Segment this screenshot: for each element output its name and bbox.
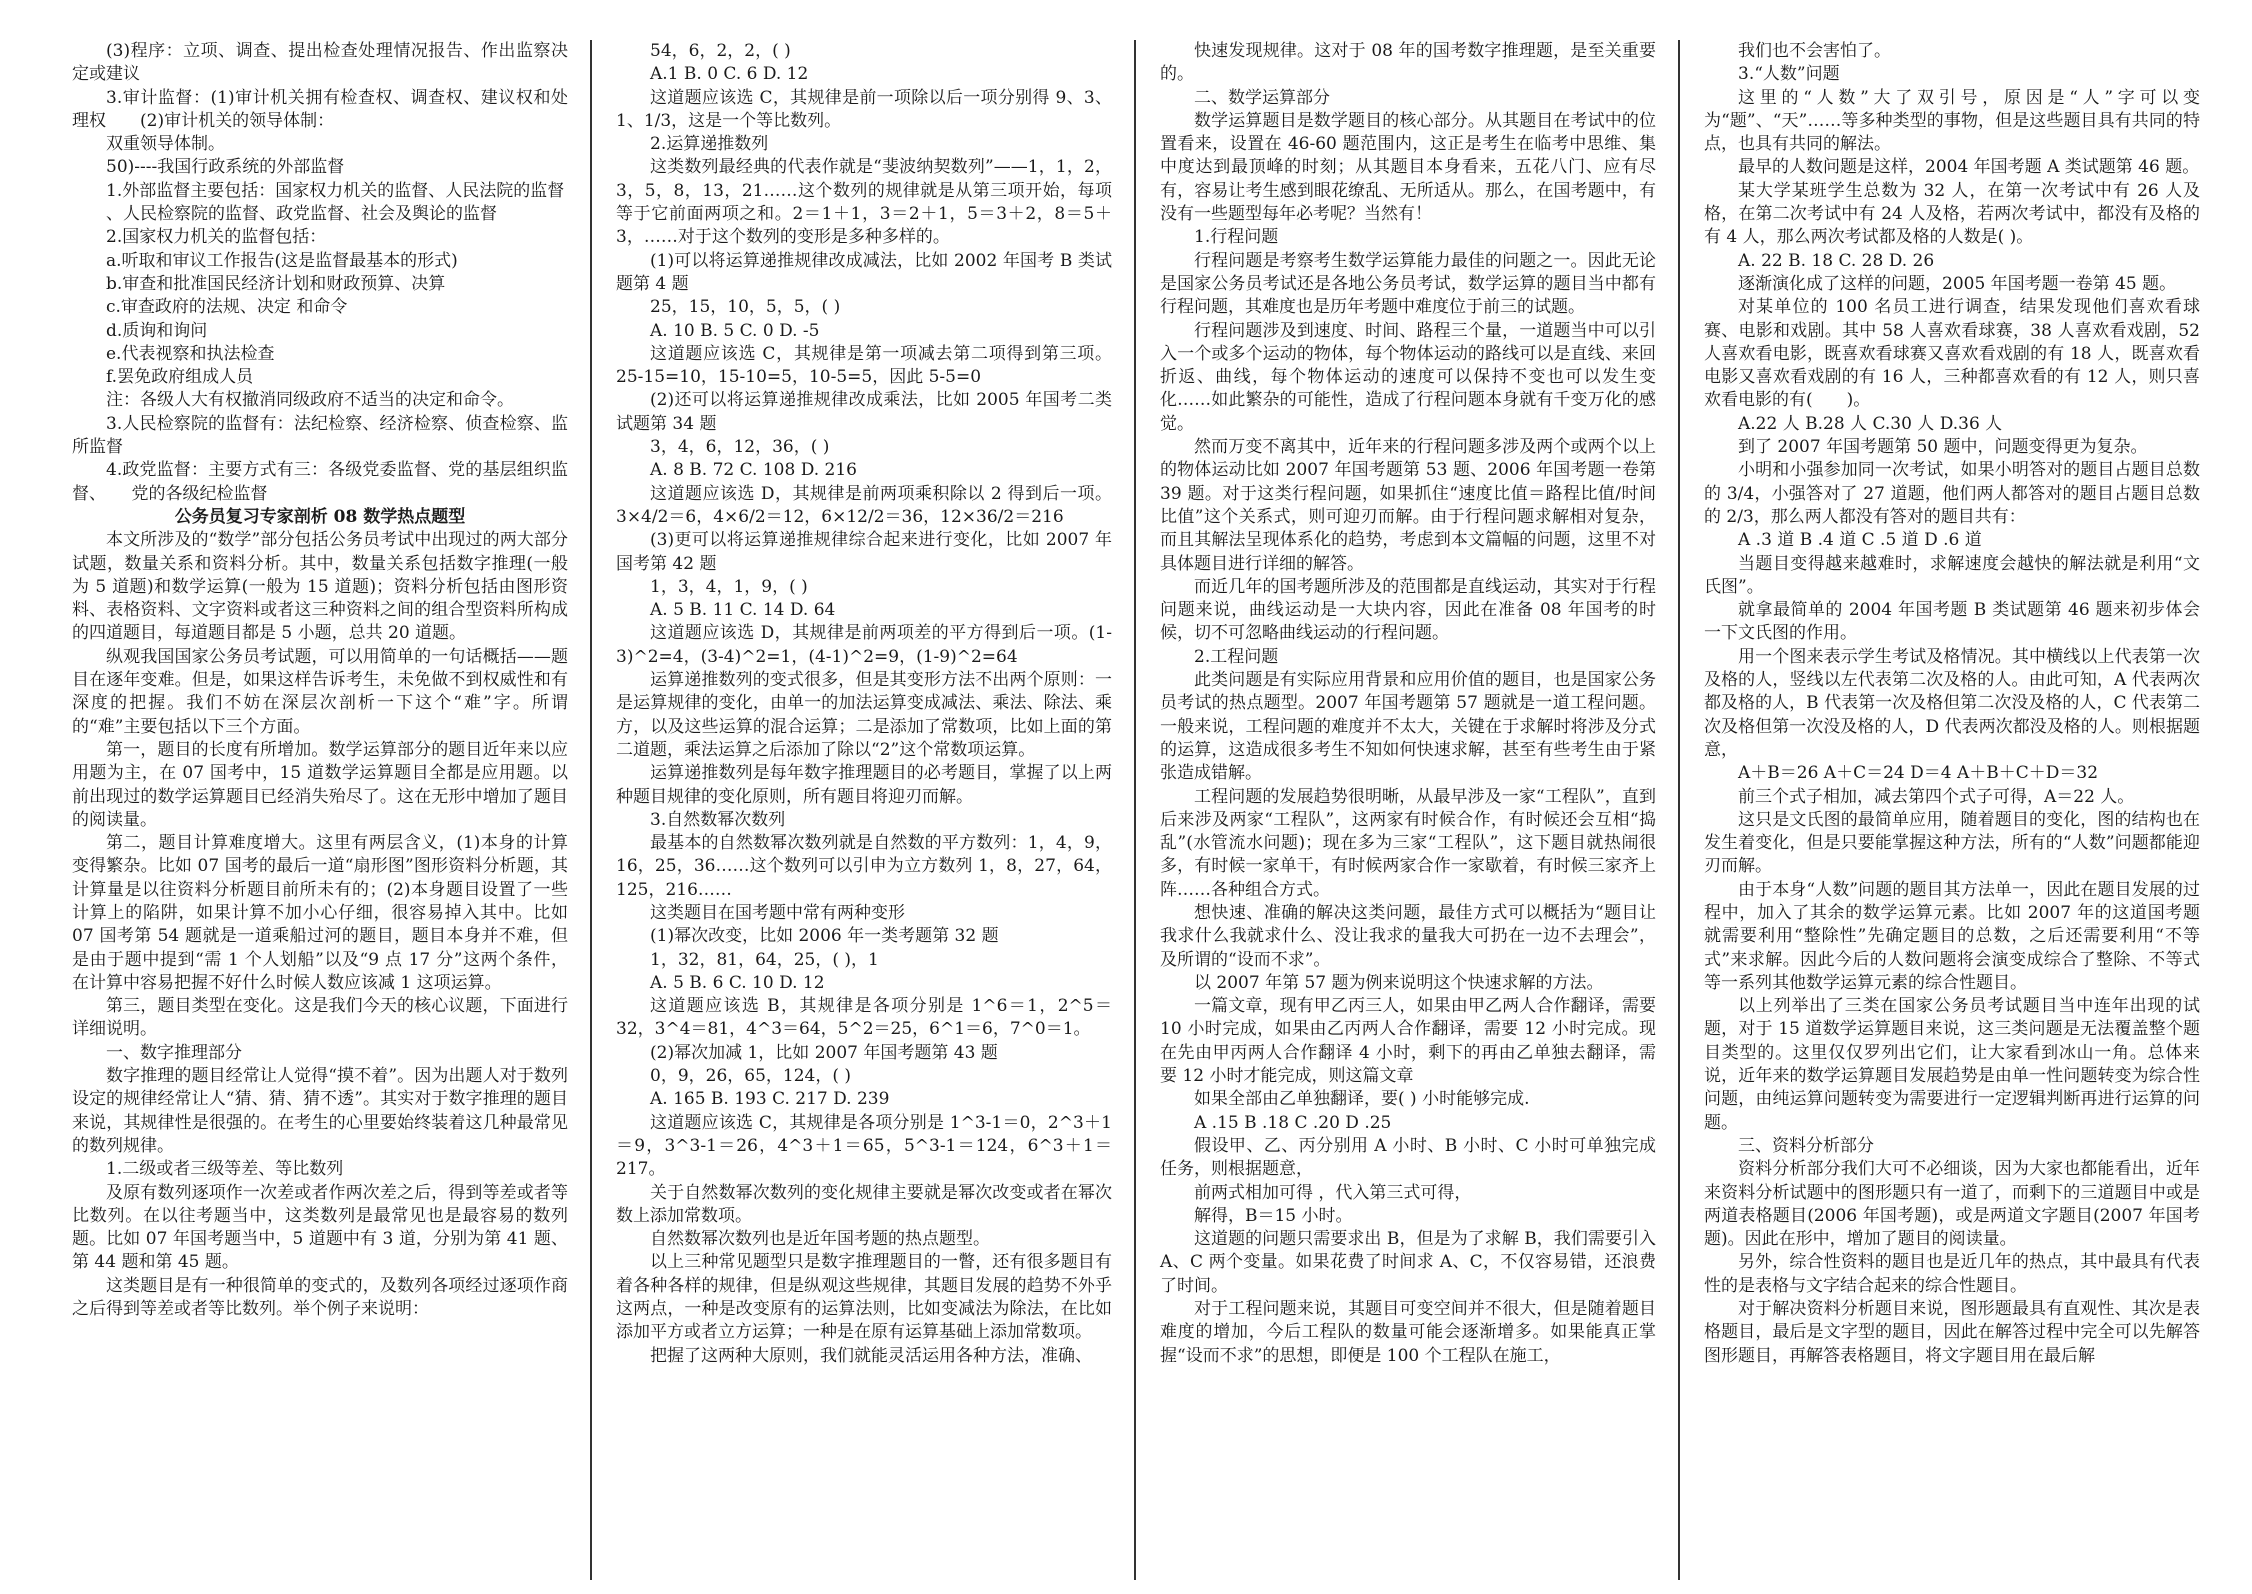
paragraph: A .15 B .18 C .20 D .25 bbox=[1194, 1112, 1392, 1133]
column-divider bbox=[590, 40, 592, 1580]
text-column-2 bbox=[606, 40, 1122, 1580]
paragraph: 这类数列最经典的代表作就是“斐波纳契数列”——1，1，2，3，5，8，13，21……这个数列的规律就是从第三项开始，每项等于它前面两项之和。2＝1＋1，3＝2＋1，5＝3＋2，8＝5＋3，……对于这个数列的变形是多种多样的。 bbox=[616, 157, 1112, 248]
paragraph: A.1 B. 0 C. 6 D. 12 bbox=[650, 64, 809, 85]
paragraph: A. 10 B. 5 C. 0 D. -5 bbox=[650, 320, 820, 341]
paragraph: 最早的人数问题是这样，2004 年国考题 A 类试题第 46 题。 bbox=[1738, 157, 2200, 178]
paragraph: 1.行程问题 bbox=[1194, 227, 1279, 248]
paragraph: c.审查政府的法规、决定 和命令 bbox=[106, 297, 348, 318]
paragraph: 小明和小强参加同一次考试，如果小明答对的题目占题目总数的 3/4，小强答对了 27 道题，他们两人都答对的题目占题目总数的 2/3，那么两人都没有答对的题目共有： bbox=[1704, 460, 2200, 527]
column-divider bbox=[1134, 40, 1136, 1580]
paragraph: 对于工程问题来说，其题目可变空间并不很大，但是随着题目难度的增加，今后工程队的数量可能会逐渐增多。如果能真正掌握“设而不求”的思想，即便是 100 个工程队在施工， bbox=[1160, 1299, 1656, 1366]
paragraph: 把握了这两种大原则，我们就能灵活运用各种方法，准确、 bbox=[650, 1345, 1092, 1366]
paragraph: (1)幂次改变，比如 2006 年一类考题第 32 题 bbox=[650, 926, 999, 947]
paragraph: 这类题目在国考题中常有两种变形 bbox=[650, 902, 905, 923]
paragraph: 以上三种常见题型只是数字推理题目的一瞥，还有很多题目有着各种各样的规律，但是纵观这些规律，其题目发展的趋势不外乎这两点，一种是改变原有的运算法则，比如变减法为除法，在比如添加平方或者立方运算；一种是在原有运算基础上添加常数项。 bbox=[616, 1252, 1112, 1343]
paragraph: 前两式相加可得 ，代入第三式可得， bbox=[1194, 1182, 1472, 1203]
paragraph: 这类题目是有一种很简单的变式的，及数列各项经过逐项作商之后得到等差或者等比数列。举个例子来说明： bbox=[72, 1275, 568, 1320]
paragraph: 前三个式子相加，减去第四个式子可得，A＝22 人。 bbox=[1738, 786, 2135, 807]
paragraph: 二、数学运算部分 bbox=[1194, 87, 1330, 108]
paragraph: 对某单位的 100 名员工进行调查，结果发现他们喜欢看球赛、电影和戏剧。其中 58 人喜欢看球赛，38 人喜欢看戏剧，52 人喜欢看电影，既喜欢看球赛又喜欢看戏剧的有 18 人，既喜欢看电影又喜欢看戏剧的有 16 人，三种都喜欢看的有 12 人，则只喜欢看电影的有( )。 bbox=[1704, 297, 2200, 411]
paragraph: A. 8 B. 72 C. 108 D. 216 bbox=[650, 460, 857, 481]
paragraph: 然而万变不离其中，近年来的行程问题多涉及两个或两个以上的物体运动比如 2007 年国考题第 53 题、2006 年国考题一卷第 39 题。对于这类行程问题，如果抓住“速度比值＝路程比值/时间比值”这个关系式，则可迎刃而解。由于行程问题求解相对复杂，而且其解法呈现体系化的趋势，考虑到本文篇幅的问题，这里不对具体题目进行详细的解答。 bbox=[1160, 437, 1656, 574]
paragraph: 2.国家权力机关的监督包括： bbox=[106, 227, 327, 248]
paragraph: 注：各级人大有权撤消同级政府不适当的决定和命令。 bbox=[106, 390, 514, 411]
document-sheet bbox=[62, 40, 2230, 1580]
paragraph: 一篇文章，现有甲乙丙三人，如果由甲乙两人合作翻译，需要 10 小时完成，如果由乙丙两人合作翻译，需要 12 小时完成。现在先由甲丙两人合作翻译 4 小时，剩下的再由乙单独去翻译，需要 12 小时才能完成，则这篇文章 bbox=[1160, 996, 1656, 1087]
text-column-1 bbox=[62, 40, 578, 1580]
paragraph: b.审查和批准国民经济计划和财政预算、决算 bbox=[106, 273, 446, 294]
paragraph: A. 165 B. 193 C. 217 D. 239 bbox=[650, 1089, 890, 1110]
paragraph: 54，6，2，2，( ) bbox=[650, 41, 791, 61]
paragraph: 1.二级或者三级等差、等比数列 bbox=[106, 1159, 344, 1180]
paragraph: A.22 人 B.28 人 C.30 人 D.36 人 bbox=[1738, 413, 2003, 434]
paragraph: (2)还可以将运算递推规律改成乘法，比如 2005 年国考二类试题第 34 题 bbox=[616, 390, 1112, 434]
paragraph: 工程问题的发展趋势很明晰，从最早涉及一家“工程队”，直到后来涉及两家“工程队”，这两家有时候合作，有时候还会互相“捣乱”(水管流水问题)；现在多为三家“工程队”，这下题目就热闹很多，有时候一家单干，有时候两家合作一家歇着，有时候三家齐上阵……各种组合方式。 bbox=[1160, 786, 1656, 900]
paragraph: 第二，题目计算难度增大。这里有两层含义，(1)本身的计算变得繁杂。比如 07 国考的最后一道“扇形图”图形资料分析题，其计算量是以往资料分析题目前所未有的；(2)本身题目设置了一些计算上的陷阱，如果计算不加小心仔细，很容易掉入其中。比如 07 国考第 54 题就是一道乘船过河的题目，题目本身并不难，但是由于题中提到“需 1 个人划船”以及“9 点 17 分”这两个条件，在计算中容易把握不好什么时候人数应该减 1 这项运算。 bbox=[72, 833, 568, 993]
paragraph: 2.运算递推数列 bbox=[650, 134, 769, 155]
paragraph: 运算递推数列的变式很多，但是其变形方法不出两个原则：一是运算规律的变化，由单一的加法运算变成减法、乘法、除法、乘方，以及这些运算的混合运算；二是添加了常数项，比如上面的第二道题，乘法运算之后添加了除以“2”这个常数项运算。 bbox=[616, 670, 1112, 760]
paragraph: 以 2007 年第 57 题为例来说明这个快速求解的方法。 bbox=[1194, 972, 1604, 993]
paragraph: 当题目变得越来越难时，求解速度会越快的解法就是利用“文氏图”。 bbox=[1704, 553, 2200, 597]
text-column-4 bbox=[1694, 40, 2210, 1580]
paragraph: a.听取和审议工作报告(这是监督最基本的形式) bbox=[106, 250, 458, 271]
paragraph: 纵观我国国家公务员考试题，可以用简单的一句话概括——题目在逐年变难。但是，如果这样告诉考生，未免做不到权威性和有深度的把握。我们不妨在深层次剖析一下这个“难”字。所谓的“难”主要包括以下三个方面。 bbox=[72, 646, 568, 737]
paragraph: d.质询和询问 bbox=[106, 320, 208, 341]
paragraph: 1.外部监督主要包括：国家权力机关的监督、人民法院的监督 bbox=[106, 180, 565, 201]
paragraph: 这道题应该选 D，其规律是前两项差的平方得到后一项。(1-3)^2=4，(3-4)^2=1，(4-1)^2=9，(1-9)^2=64 bbox=[616, 623, 1112, 667]
paragraph: 这道题的问题只需要求出 B，但是为了求解 B，我们需要引入 A、C 两个变量。如果花费了时间求 A、C，不仅容易错，还浪费了时间。 bbox=[1160, 1229, 1656, 1296]
paragraph: 、人民检察院的监督、政党监督、社会及舆论的监督 bbox=[106, 204, 497, 225]
paragraph: 想快速、准确的解决这类问题，最佳方式可以概括为“题目让我求什么我就求什么、没让我求的量我大可扔在一边不去理会”，及所谓的“设而不求”。 bbox=[1160, 902, 1656, 970]
paragraph: 关于自然数幂次数列的变化规律主要就是幂次改变或者在幂次数上添加常数项。 bbox=[616, 1182, 1112, 1226]
paragraph: e.代表视察和执法检查 bbox=[106, 343, 275, 364]
paragraph: 资料分析部分我们大可不必细谈，因为大家也都能看出，近年来资料分析试题中的图形题只有一道了，而剩下的三道题目中或是两道表格题目(2006 年国考题)，或是两道文字题目(2007 年国考题)。因此在形中，增加了题目的阅读量。 bbox=[1704, 1159, 2200, 1250]
paragraph: 对于解决资料分析题目来说，图形题最具有直观性、其次是表格题目，最后是文字型的题目，因此在解答过程中完全可以先解答图形题目，再解答表格题目，将文字题目用在最后解 bbox=[1704, 1299, 2200, 1366]
paragraph: 3.审计监督：(1)审计机关拥有检查权、调查权、建议权和处理权 (2)审计机关的领导体制： bbox=[72, 87, 568, 131]
paragraph: 就拿最简单的 2004 年国考题 B 类试题第 46 题来初步体会一下文氏图的作用。 bbox=[1704, 600, 2200, 644]
paragraph: 逐渐演化成了这样的问题，2005 年国考题一卷第 45 题。 bbox=[1738, 273, 2177, 294]
paragraph: 行程问题是考察考生数学运算能力最佳的问题之一。因此无论是国家公务员考试还是各地公务员考试，数学运算的题目当中都有行程问题，其难度也是历年考题中难度位于前三的试题。 bbox=[1160, 250, 1656, 318]
paragraph: 快速发现规律。这对于 08 年的国考数字推理题，是至关重要的。 bbox=[1160, 41, 1656, 85]
paragraph: 这只是文氏图的最简单应用，随着题目的变化，图的结构也在发生着变化，但是只要能掌握这种方法，所有的“人数”问题都能迎刃而解。 bbox=[1704, 809, 2200, 877]
section-title: 公务员复习专家剖析 08 数学热点题型 bbox=[174, 506, 466, 527]
paragraph: 解得，B＝15 小时。 bbox=[1194, 1205, 1353, 1226]
paragraph: 这道题应该选 C，其规律是各项分别是 1^3-1＝0，2^3＋1＝9，3^3-1＝26，4^3＋1＝65，5^3-1＝124，6^3＋1＝217。 bbox=[616, 1112, 1112, 1180]
paragraph: 第一，题目的长度有所增加。数学运算部分的题目近年来以应用题为主，在 07 国考中，15 道数学运算题目全都是应用题。以前出现过的数学运算题目已经消失殆尽了。这在无形中增加了题目的阅读量。 bbox=[72, 739, 568, 830]
paragraph: 而近几年的国考题所涉及的范围都是直线运动，其实对于行程问题来说，曲线运动是一大块内容，因此在准备 08 年国考的时候，切不可忽略曲线运动的行程问题。 bbox=[1160, 576, 1656, 644]
paragraph: 三、资料分析部分 bbox=[1738, 1135, 1874, 1156]
paragraph: 2.工程问题 bbox=[1194, 646, 1279, 667]
paragraph: 3，4，6，12，36，( ) bbox=[650, 437, 830, 458]
paragraph: 以上列举出了三类在国家公务员考试题目当中连年出现的试题，对于 15 道数学运算题目来说，这三类问题是无法覆盖整个题目类型的。这里仅仅罗列出它们，让大家看到冰山一角。总体来说，近年来的数学运算题目发展趋势是由单一性问题转变为综合性问题，由纯运算问题转变为需要进行一定逻辑判断再进行运算的问题。 bbox=[1704, 996, 2200, 1133]
paragraph: A. 5 B. 11 C. 14 D. 64 bbox=[650, 600, 836, 621]
paragraph: 假设甲、乙、丙分别用 A 小时、B 小时、C 小时可单独完成任务，则根据题意， bbox=[1160, 1135, 1656, 1180]
paragraph: 25，15，10，5，5，( ) bbox=[650, 297, 841, 318]
paragraph: A. 22 B. 18 C. 28 D. 26 bbox=[1738, 250, 1935, 271]
paragraph: 第三，题目类型在变化。这是我们今天的核心议题，下面进行详细说明。 bbox=[72, 996, 568, 1040]
paragraph: 这道题应该选 B，其规律是各项分别是 1^6＝1，2^5＝32，3^4＝81，4^3＝64，5^2＝25，6^1＝6，7^0＝1。 bbox=[616, 996, 1112, 1040]
paragraph: 双重领导体制。 bbox=[106, 134, 225, 155]
paragraph: 最基本的自然数幂次数列就是自然数的平方数列：1，4，9，16，25，36……这个数列可以引申为立方数列 1，8，27，64，125，216…… bbox=[616, 833, 1112, 900]
paragraph: 这里的“人数”大了双引号，原因是“人”字可以变为“题”、“天”……等多种类型的事物，但是这些题目具有共同的特点，也具有共同的解法。 bbox=[1704, 87, 2200, 155]
paragraph: (2)幂次加减 1，比如 2007 年国考题第 43 题 bbox=[650, 1042, 998, 1063]
paragraph: 行程问题涉及到速度、时间、路程三个量，一道题当中可以引入一个或多个运动的物体，每个物体运动的路线可以是直线、来回折返、曲线，每个物体运动的速度可以保持不变也可以发生变化……如此繁杂的可能性，造成了行程问题本身就有千变万化的感觉。 bbox=[1160, 320, 1656, 434]
paragraph: 3.自然数幂次数列 bbox=[650, 809, 786, 830]
paragraph: A. 5 B. 6 C. 10 D. 12 bbox=[650, 972, 825, 993]
paragraph: 用一个图来表示学生考试及格情况。其中横线以上代表第一次及格的人，竖线以左代表第二次及格的人。由此可知，A 代表两次都及格的人，B 代表第一次及格但第二次没及格的人，C 代表第二次及格但第一次没及格的人，D 代表两次都没及格的人。则根据题意， bbox=[1704, 646, 2200, 760]
paragraph: A＋B＝26 A＋C＝24 D＝4 A＋B＋C＋D＝32 bbox=[1738, 763, 2099, 784]
paragraph: 自然数幂次数列也是近年国考题的热点题型。 bbox=[650, 1229, 990, 1250]
paragraph: 及原有数列逐项作一次差或者作两次差之后，得到等差或者等比数列。在以往考题当中，这类数列是最常见也是最容易的数列题。比如 07 年国考题当中，5 道题中有 3 道，分别为第 41 题、第 44 题和第 45 题。 bbox=[72, 1182, 568, 1273]
paragraph: 此类问题是有实际应用背景和应用价值的题目，也是国家公务员考试的热点题型。2007 年国考题第 57 题就是一道工程问题。一般来说，工程问题的难度并不太大，关键在于求解时将涉及分式的运算，这造成很多考生不知如何快速求解，甚至有些考生由于紧张造成错解。 bbox=[1160, 670, 1656, 784]
paragraph: 另外，综合性资料的题目也是近几年的热点，其中最具有代表性的是表格与文字结合起来的综合性题目。 bbox=[1704, 1252, 2200, 1296]
paragraph: 3.“人数”问题 bbox=[1738, 64, 1840, 85]
paragraph: 本文所涉及的“数学”部分包括公务员考试中出现过的两大部分试题，数量关系和资料分析。其中，数量关系包括数字推理(一般为 5 道题)和数学运算(一般为 15 道题)；资料分析包括由图形资料、表格资料、文字资料或者这三种资料之间的组合型资料所构成的四道题目，每道题目都是 5 小题，总共 20 道题。 bbox=[72, 530, 568, 644]
paragraph: 这道题应该选 C，其规律是前一项除以后一项分别得 9、3、1、1/3，这是一个等比数列。 bbox=[616, 87, 1112, 131]
paragraph: 4.政党监督：主要方式有三：各级党委监督、党的基层组织监督、 党的各级纪检监督 bbox=[72, 460, 568, 504]
paragraph: 运算递推数列是每年数字推理题目的必考题目，掌握了以上两种题目规律的变化原则，所有题目将迎刃而解。 bbox=[616, 763, 1112, 807]
paragraph: (1)可以将运算递推规律改成减法，比如 2002 年国考 B 类试题第 4 题 bbox=[616, 250, 1112, 294]
paragraph: 0，9，26，65，124，( ) bbox=[650, 1066, 852, 1087]
paragraph: f.罢免政府组成人员 bbox=[106, 367, 254, 388]
paragraph: 这道题应该选 C，其规律是第一项减去第二项得到第三项。25-15=10，15-10=5，10-5=5，因此 5-5=0 bbox=[616, 343, 1112, 388]
paragraph: 50)----我国行政系统的外部监督 bbox=[106, 157, 345, 178]
paragraph: 到了 2007 年国考题第 50 题中，问题变得更为复杂。 bbox=[1738, 437, 2148, 458]
paragraph: (3)更可以将运算递推规律综合起来进行变化，比如 2007 年国考第 42 题 bbox=[616, 530, 1112, 574]
paragraph: A .3 道 B .4 道 C .5 道 D .6 道 bbox=[1738, 530, 1982, 551]
paragraph: 某大学某班学生总数为 32 人，在第一次考试中有 26 人及格，在第二次考试中有 24 人及格，若两次考试中，都没有及格的有 4 人，那么两次考试都及格的人数是( )。 bbox=[1704, 180, 2200, 248]
paragraph: (3)程序：立项、调查、提出检查处理情况报告、作出监察决定或建议 bbox=[72, 41, 568, 85]
column-divider bbox=[1678, 40, 1680, 1580]
paragraph: 数字推理的题目经常让人觉得“摸不着”。因为出题人对于数列设定的规律经常让人“猜、猜、猜不透”。其实对于数字推理的题目来说，其规律性是很强的。在考生的心里要始终装着这几种最常见的数列规律。 bbox=[72, 1066, 568, 1156]
paragraph: 如果全部由乙单独翻译，要( ) 小时能够完成. bbox=[1194, 1089, 1530, 1110]
paragraph: 1，3，4，1，9，( ) bbox=[650, 576, 808, 597]
paragraph: 3.人民检察院的监督有：法纪检察、经济检察、侦查检察、监所监督 bbox=[72, 413, 568, 458]
text-column-3 bbox=[1150, 40, 1666, 1580]
paragraph: 1，32，81，64，25，( )，1 bbox=[650, 949, 879, 970]
paragraph: 数学运算题目是数学题目的核心部分。从其题目在考试中的位置看来，设置在 46-60 题范围内，这正是考生在临考中思维、集中度达到最顶峰的时刻；从其题目本身看来，五花八门、应有尽有，容易让考生感到眼花缭乱、无所适从。那么，在国考题中，有没有一些题型每年必考呢？当然有！ bbox=[1160, 110, 1656, 225]
paragraph: 由于本身“人数”问题的题目其方法单一，因此在题目发展的过程中，加入了其余的数学运算元素。比如 2007 年的这道国考题就需要利用“整除性”先确定题目的总数，之后还需要利用“不等式”来求解。因此今后的人数问题将会演变成综合了整除、不等式等一系列其他数学运算元素的综合性题目。 bbox=[1704, 879, 2200, 993]
paragraph: 这道题应该选 D，其规律是前两项乘积除以 2 得到后一项。3×4/2＝6，4×6/2＝12，6×12/2＝36，12×36/2＝216 bbox=[616, 483, 1112, 527]
paragraph: 我们也不会害怕了。 bbox=[1738, 41, 1891, 61]
paragraph: 一、数字推理部分 bbox=[106, 1042, 242, 1063]
